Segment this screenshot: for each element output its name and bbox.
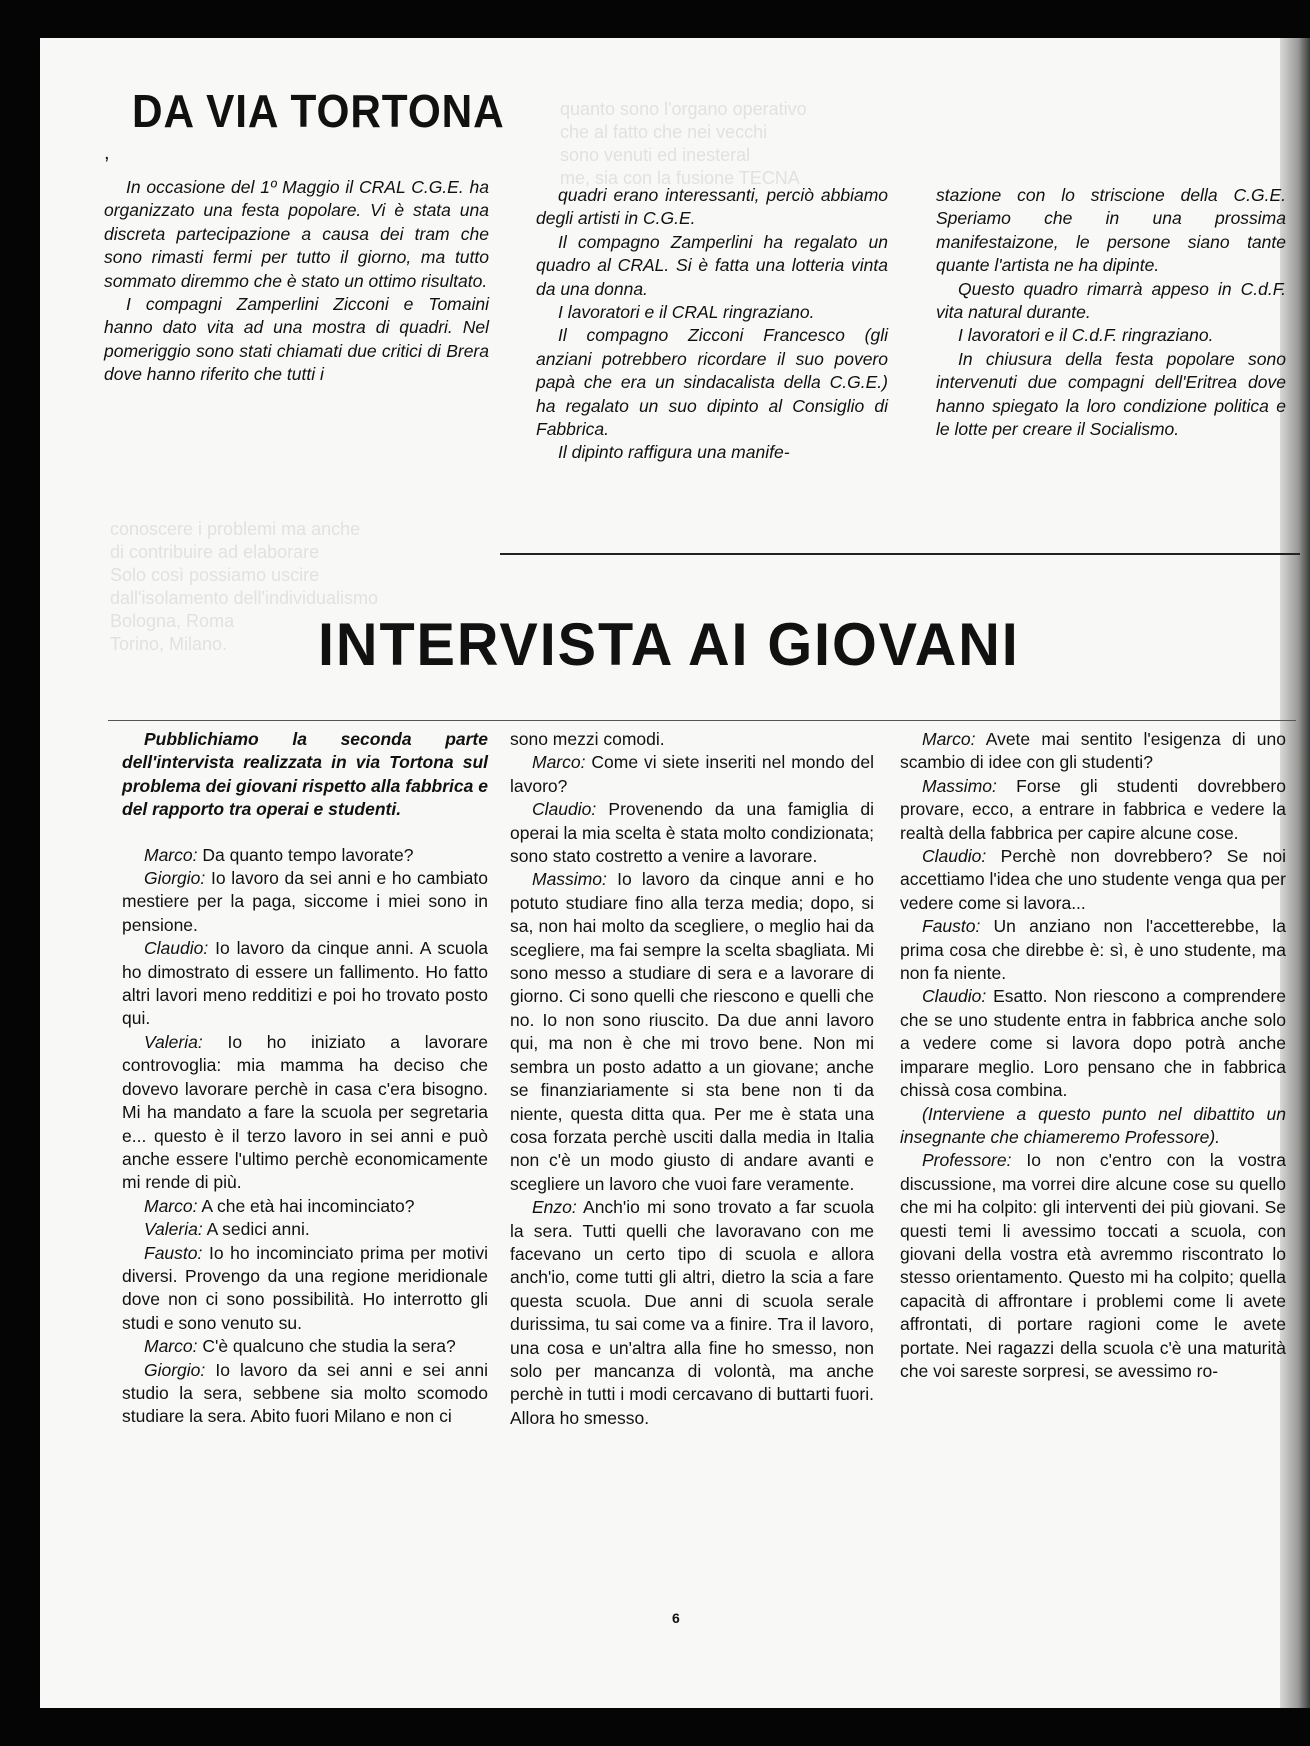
paragraph: Il compagno Zicconi Francesco (gli anziani potrebbero ricordare il suo povero papà che era un sindacalista della C.G.E.) ha regalato un suo dipinto al Consiglio di Fabbrica. [536, 325, 888, 440]
dialogue-list [122, 844, 488, 1429]
paragraph: I compagni Zamperlini Zicconi e Tomaini hanno dato vita ad una mostra di quadri. Nel pomeriggio sono stati chiamati due critici di Brera dove hanno riferito che tutti i [104, 294, 489, 385]
interview-intro: Pubblichiamo la seconda parte dell'intervista realizzata in via Tortona sul problema dei giovani rispetto alla fabbrica e del rapporto tra operai e studenti. [122, 729, 488, 820]
speech-text: Anch'io mi sono trovato a far scuola la sera. Tutti quelli che lavoravano con me facevano un certo tipo di scuola e allora anch'io, come tutti gli altri, dietro la scia a fare questa scuola. Due anni di scuola serale durissima, tu sai come va a finire. Tra il lavoro, una cosa e un'altra alla fine ho smesso, non solo per mancanza di volontà, ma anche perchè in tutti i modi cercavano di buttarti fuori. Allora ho smesso. [510, 1197, 874, 1428]
paragraph: I lavoratori e il CRAL ringraziano. [558, 302, 815, 323]
speaker-name: Marco: [532, 752, 586, 773]
speech-text: Come vi siete inseriti nel mondo del lavoro? [510, 752, 874, 796]
dialogue-entry [122, 937, 488, 1031]
speech-text: A sedici anni. [206, 1219, 310, 1240]
speech-text: Io lavoro da cinque anni. A scuola ho dimostrato di essere un fallimento. Ho fatto altri lavori meno redditizi e poi ho trovato posto qui. [122, 938, 488, 1029]
speech-text: Esatto. Non riescono a comprendere che se uno studente entra in fabbrica anche solo a vedere come si lavora dopo potrà anche imparare meglio. Loro pensano che in fabbrica chissà cosa combina. [900, 986, 1286, 1101]
interview-column-3 [900, 728, 1286, 1383]
dialogue-entry [122, 844, 488, 867]
dialogue-entry [122, 1242, 488, 1336]
speaker-name: Claudio: [922, 986, 987, 1007]
paragraph: Il compagno Zamperlini ha regalato un quadro al CRAL. Si è fatta una lotteria vinta da una donna. [536, 231, 888, 299]
article-title-intervista: INTERVISTA AI GIOVANI [318, 611, 1020, 678]
speech-text: A che età hai incominciato? [201, 1195, 415, 1216]
speech-text: Perchè non dovrebbero? Se noi accettiamo l'idea che uno studente venga qua per vedere come si lavora... [900, 846, 1286, 913]
paragraph: In chiusura della festa popolare sono intervenuti due compagni dell'Eritrea dove hanno spiegato la loro condizione politica e le lotte per creare il Socialismo. [936, 348, 1286, 440]
dialogue-entry [900, 728, 1286, 775]
dialogue-entry [900, 915, 1286, 985]
speaker-name: Giorgio: [144, 1359, 206, 1380]
dialogue-entry [900, 1103, 1286, 1150]
paragraph: Questo quadro rimarrà appeso in C.d.F. vita natural durante. [936, 278, 1286, 323]
speaker-name: Massimo: [922, 775, 997, 796]
speaker-name: Valeria: [144, 1031, 203, 1052]
dialogue-entry [122, 1218, 488, 1241]
section-divider [108, 720, 1296, 721]
dialogue-entry [122, 1031, 488, 1195]
paragraph: quadri erano interessanti, perciò abbiamo degli artisti in C.G.E. [536, 185, 888, 229]
speech-text: C'è qualcuno che studia la sera? [202, 1336, 456, 1357]
speech-text: Io lavoro da sei anni e sei anni studio la sera, sebbene sia molto scomodo studiare la sera. Abito fuori Milano e non ci [122, 1359, 488, 1427]
speaker-name: Fausto: [922, 916, 981, 937]
speaker-name: Claudio: [144, 938, 209, 959]
section-divider [500, 553, 1300, 555]
speech-text: Avete mai sentito l'esigenza di uno scambio di idee con gli studenti? [900, 729, 1286, 773]
interview-column-1 [122, 728, 488, 1429]
speaker-name: Marco: [144, 1336, 198, 1357]
show-through-texture: quanto sono l'organo operativo che al fatto che nei vecchi sono venuti ed inesteral me, sia con la fusione TECNA [560, 99, 807, 188]
dialogue-entry [900, 775, 1286, 845]
tortona-column-3 [936, 184, 1286, 441]
dialogue-entry [122, 1359, 488, 1429]
speech-text: Un anziano non l'accetterebbe, la prima cosa che direbbe è: sì, è uno studente, ma non fa niente. [900, 916, 1286, 984]
speech-text: Provenendo da una famiglia di operai la mia scelta è stata molto condizionata; sono stato costretto a venire a lavorare. [510, 799, 874, 867]
speaker-name: Massimo: [532, 869, 607, 890]
speaker-name: Marco: [144, 844, 198, 865]
dialogue-entry [510, 798, 874, 868]
dialogue-entry [510, 751, 874, 798]
speaker-name: Giorgio: [144, 868, 206, 889]
page-number: 6 [672, 1610, 680, 1626]
dialogue-entry [122, 867, 488, 937]
show-through-texture: conoscere i problemi ma anche di contribuire ad elaborare Solo così possiamo uscire dall'isolamento dell'individualismo Bologna, Roma Torino, Milano. [110, 519, 379, 654]
paragraph: I lavoratori e il C.d.F. ringraziano. [958, 325, 1214, 346]
article-title-tortona: DA VIA TORTONA [132, 85, 505, 137]
paragraph: stazione con lo striscione della C.G.E. Speriamo che in una prossima manifestaizone, le persone siano tante quante l'artista ne ha dipinte. [936, 185, 1286, 276]
dialogue-entry [122, 1335, 488, 1358]
dialogue-list [510, 728, 874, 1430]
speech-text: Io non c'entro con la vostra discussione, ma vorrei dire alcune cose su quello che mi ha colpito: gli interventi dei più giovani. Se questi temi li avessimo toccati a scuola, con giovani della vostra età avremmo riscontrato lo stesso orientamento. Questo mi ha colpito; quella capacità di affrontare i problemi come li avete affrontati, di portare ragioni come le avete portate. Nei ragazzi della scuola c'è una maturità che voi sareste sorpresi, se avessimo ro- [900, 1150, 1286, 1381]
tortona-column-1 [104, 176, 489, 387]
speech-text: Io ho iniziato a lavorare controvoglia: mia mamma ha deciso che dovevo lavorare perchè in casa c'era bisogno. Mi ha mandato a fare la scuola per segretaria e... questo è il terzo lavoro in sei anni e può anche essere l'ultimo perchè economicamente mi rende di più. [122, 1031, 488, 1193]
speech-text: Io lavoro da cinque anni e ho potuto studiare fino alla terza media; dopo, si sa, non hai molto da scegliere, o meglio hai da scegliere, ma fai sempre la scelta sbagliata. Mi sono messo a studiare di sera e a lavorare di giorno. Ci sono quelli che riescono e quelli che no. Io non sono riuscito. Da due anni lavoro qui, ma non è che mi trovo bene. Non mi sembra un posto adatto a un giovane; anche se finanziariamente si sta bene non ti da niente, questa ditta qua. Per me è stata una cosa forzata perchè usciti dalla media in Italia non c'è un modo giusto di andare avanti e scegliere un lavoro che vuoi fare veramente. [510, 869, 875, 1194]
dialogue-entry [900, 1149, 1286, 1383]
dialogue-list [900, 728, 1286, 1383]
speech-text: Da quanto tempo lavorate? [202, 844, 414, 865]
interview-column-2 [510, 728, 874, 1430]
speech-text: Io ho incominciato prima per motivi diversi. Provengo da una regione meridionale dove non ci sono possibilità. Ho interrotto gli studi e sono venuto su. [122, 1242, 488, 1333]
dialogue-entry [510, 1196, 874, 1430]
magazine-page [40, 38, 1310, 1708]
speech-text: Io lavoro da sei anni e ho cambiato mestiere per la paga, siccome i miei sono in pensione. [122, 868, 488, 935]
dialogue-entry [510, 868, 874, 1196]
speaker-name: Claudio: [922, 846, 987, 867]
tortona-column-2 [536, 184, 888, 465]
speaker-name: Fausto: [144, 1242, 203, 1263]
dialogue-entry [900, 845, 1286, 915]
speaker-name: Valeria: [144, 1219, 203, 1240]
speaker-name: Marco: [144, 1195, 198, 1216]
speaker-name: Marco: [922, 729, 976, 749]
dialogue-entry [900, 985, 1286, 1102]
speaker-name: Enzo: [532, 1197, 577, 1218]
dialogue-entry [122, 1195, 488, 1218]
dialogue-entry [510, 728, 874, 751]
margin-mark: , [104, 142, 110, 164]
paragraph: In occasione del 1º Maggio il CRAL C.G.E. ha organizzato una festa popolare. Vi è stata una discreta partecipazione a causa dei tram che sono rimasti fermi per tutto il giorno, ma tutto sommato diremmo che è stato un ottimo risultato. [104, 177, 489, 291]
speaker-name: Professore: [922, 1150, 1012, 1171]
speaker-name: Claudio: [532, 799, 597, 820]
paragraph: Il dipinto raffigura una manife- [558, 442, 790, 463]
speech-text: (Interviene a questo punto nel dibattito un insegnante che chiameremo Professore). [900, 1103, 1286, 1147]
speech-text: Forse gli studenti dovrebbero provare, ecco, a entrare in fabbrica e vedere la realtà della fabbrica per capire alcune cose. [900, 775, 1286, 843]
speech-text: sono mezzi comodi. [510, 729, 665, 749]
